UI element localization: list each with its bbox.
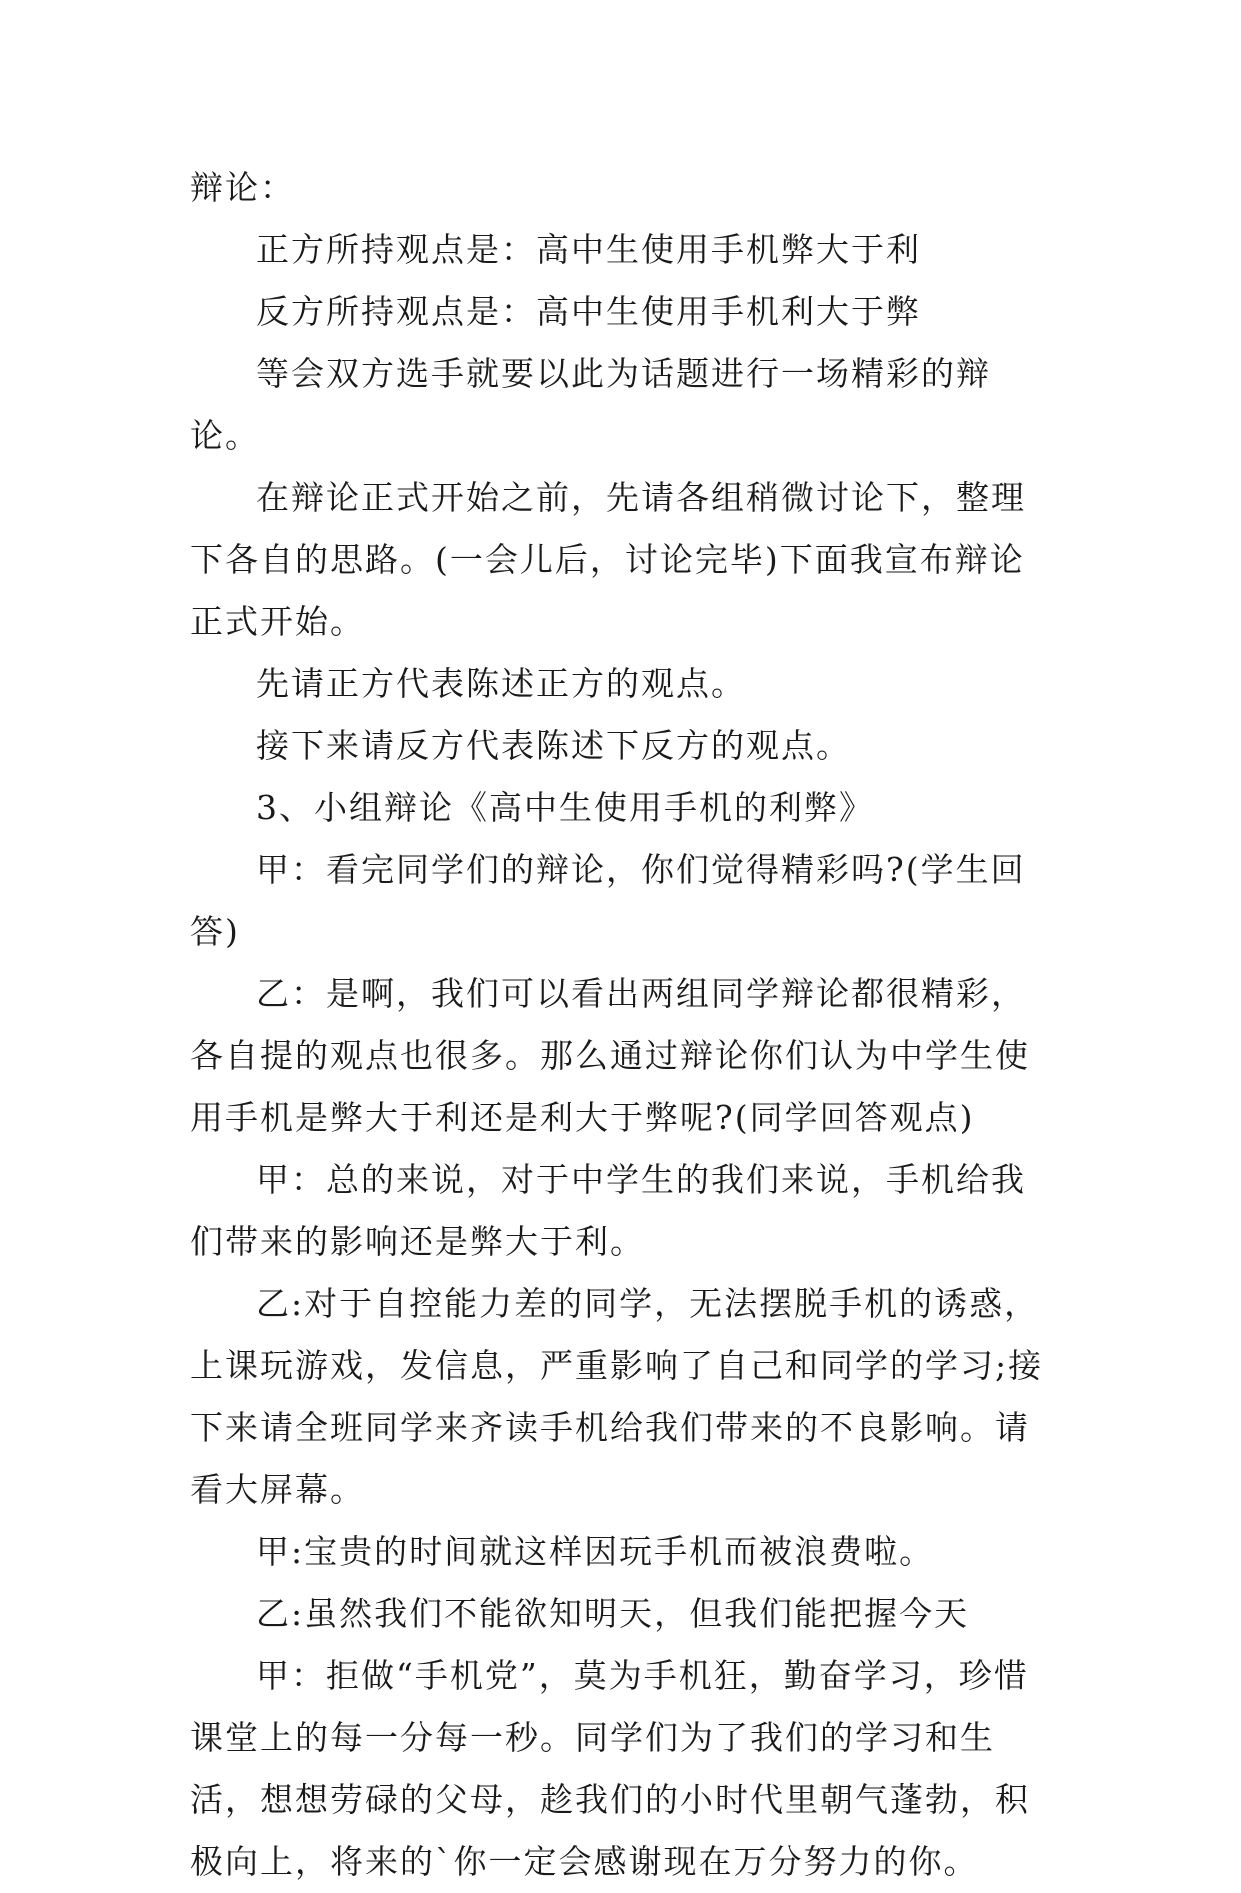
paragraph: 甲：总的来说，对于中学生的我们来说，手机给我们带来的影响还是弊大于利。 bbox=[190, 1160, 1026, 1261]
paragraph: 乙:对于自控能力差的同学，无法摆脱手机的诱惑，上课玩游戏，发信息，严重影响了自己和同学的学习;接下来请全班同学来齐读手机给我们带来的不良影响。请看大屏幕。 bbox=[190, 1284, 1044, 1509]
paragraph: 乙：是啊，我们可以看出两组同学辩论都很精彩，各自提的观点也很多。那么通过辩论你们认为中学生使用手机是弊大于利还是利大于弊呢?(同学回答观点) bbox=[190, 974, 1030, 1137]
paragraph-negative-view: 反方所持观点是：高中生使用手机利大于弊 bbox=[256, 292, 921, 331]
paragraph-heading-debate: 辩论： bbox=[190, 168, 295, 207]
section-heading: 3、小组辩论《高中生使用手机的利弊》 bbox=[256, 788, 874, 827]
paragraph: 先请正方代表陈述正方的观点。 bbox=[256, 664, 746, 703]
paragraph: 甲：拒做“手机党”，莫为手机狂，勤奋学习，珍惜课堂上的每一分每一秒。同学们为了我们的学习和生活，想想劳碌的父母，趁我们的小时代里朝气蓬勃，积极向上，将来的`你一定会感谢现在万分努力的你。 bbox=[190, 1656, 1030, 1881]
paragraph: 甲:宝贵的时间就这样因玩手机而被浪费啦。 bbox=[256, 1532, 935, 1571]
paragraph: 接下来请反方代表陈述下反方的观点。 bbox=[256, 726, 851, 765]
paragraph: 在辩论正式开始之前，先请各组稍微讨论下，整理下各自的思路。(一会儿后，讨论完毕)下面我宣布辩论正式开始。 bbox=[190, 478, 1026, 641]
paragraph: 等会双方选手就要以此为话题进行一场精彩的辩论。 bbox=[190, 354, 991, 455]
paragraph-affirmative-view: 正方所持观点是：高中生使用手机弊大于利 bbox=[256, 230, 921, 269]
document-body bbox=[190, 157, 1056, 1893]
paragraph: 甲：看完同学们的辩论，你们觉得精彩吗?(学生回答) bbox=[190, 850, 1026, 951]
paragraph: 乙:虽然我们不能欲知明天，但我们能把握今天 bbox=[256, 1594, 970, 1633]
